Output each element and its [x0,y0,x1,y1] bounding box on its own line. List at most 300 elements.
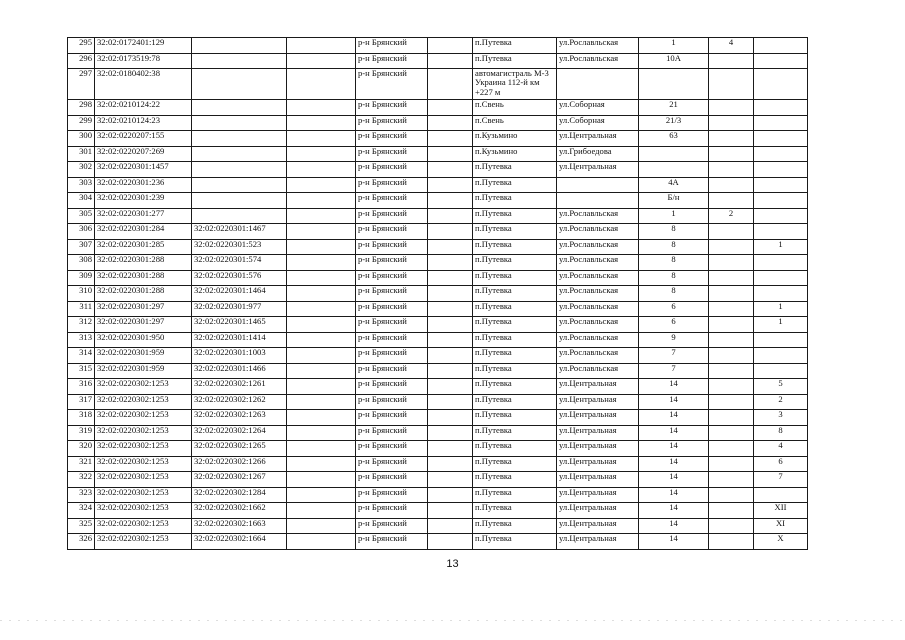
house-number-cell: 8 [639,255,709,271]
empty-col-2-cell [428,69,473,100]
empty-col-cell [287,208,356,224]
room-number-cell: 4 [754,441,808,457]
row-number-cell: 314 [68,348,95,364]
building-number-cell [709,472,754,488]
house-number-cell: 14 [639,425,709,441]
table-row [68,224,808,240]
street-cell: ул.Центральная [557,503,639,519]
empty-col-2-cell [428,487,473,503]
sub-cadastral-number-cell: 32:02:0220302:1663 [192,518,287,534]
row-number-cell: 325 [68,518,95,534]
settlement-cell: п.Свень [473,100,557,116]
row-number-cell: 308 [68,255,95,271]
house-number-cell: 14 [639,379,709,395]
sub-cadastral-number-cell: 32:02:0220302:1662 [192,503,287,519]
sub-cadastral-number-cell [192,162,287,178]
row-number-cell: 313 [68,332,95,348]
table-row [68,69,808,100]
settlement-cell: п.Путевка [473,255,557,271]
empty-col-2-cell [428,100,473,116]
table-row [68,332,808,348]
street-cell: ул.Центральная [557,518,639,534]
settlement-cell: п.Путевка [473,286,557,302]
table-row [68,317,808,333]
cadastral-number-cell: 32:02:0220301:277 [95,208,192,224]
row-number-cell: 324 [68,503,95,519]
empty-col-cell [287,69,356,100]
sub-cadastral-number-cell [192,53,287,69]
house-number-cell: 14 [639,472,709,488]
row-number-cell: 312 [68,317,95,333]
district-cell: р-н Брянский [356,224,428,240]
settlement-cell: п.Путевка [473,503,557,519]
table-body [68,38,808,550]
settlement-cell: п.Путевка [473,162,557,178]
empty-col-cell [287,394,356,410]
empty-col-cell [287,255,356,271]
house-number-cell: 14 [639,518,709,534]
table-row [68,534,808,550]
street-cell: ул.Центральная [557,131,639,147]
house-number-cell: 1 [639,208,709,224]
street-cell: ул.Рославльская [557,270,639,286]
empty-col-2-cell [428,348,473,364]
room-number-cell: 1 [754,239,808,255]
row-number-cell: 316 [68,379,95,395]
table-row [68,301,808,317]
district-cell: р-н Брянский [356,162,428,178]
house-number-cell: 14 [639,441,709,457]
room-number-cell [754,69,808,100]
room-number-cell: XI [754,518,808,534]
empty-col-cell [287,379,356,395]
empty-col-cell [287,441,356,457]
cadastral-number-cell: 32:02:0220301:1457 [95,162,192,178]
building-number-cell [709,348,754,364]
table-row [68,193,808,209]
empty-col-cell [287,239,356,255]
room-number-cell [754,131,808,147]
cadastral-number-cell: 32:02:0210124:22 [95,100,192,116]
empty-col-2-cell [428,255,473,271]
house-number-cell: 14 [639,534,709,550]
empty-col-cell [287,363,356,379]
building-number-cell [709,177,754,193]
house-number-cell: 21 [639,100,709,116]
building-number-cell [709,425,754,441]
settlement-cell: п.Путевка [473,394,557,410]
building-number-cell: 4 [709,38,754,54]
district-cell: р-н Брянский [356,38,428,54]
room-number-cell [754,38,808,54]
table-row [68,441,808,457]
empty-col-cell [287,534,356,550]
street-cell: ул.Рославльская [557,239,639,255]
room-number-cell: 1 [754,317,808,333]
building-number-cell [709,503,754,519]
table-row [68,425,808,441]
building-number-cell [709,239,754,255]
cadastral-number-cell: 32:02:0220301:285 [95,239,192,255]
street-cell: ул.Центральная [557,379,639,395]
settlement-cell: п.Путевка [473,301,557,317]
street-cell: ул.Рославльская [557,317,639,333]
street-cell: ул.Центральная [557,162,639,178]
empty-col-cell [287,224,356,240]
district-cell: р-н Брянский [356,208,428,224]
empty-col-2-cell [428,270,473,286]
building-number-cell [709,379,754,395]
empty-col-cell [287,410,356,426]
empty-col-2-cell [428,162,473,178]
row-number-cell: 322 [68,472,95,488]
cadastral-number-cell: 32:02:0210124:23 [95,115,192,131]
district-cell: р-н Брянский [356,100,428,116]
row-number-cell: 296 [68,53,95,69]
cadastral-number-cell: 32:02:0172401:129 [95,38,192,54]
sub-cadastral-number-cell: 32:02:0220301:1467 [192,224,287,240]
room-number-cell: 8 [754,425,808,441]
sub-cadastral-number-cell: 32:02:0220302:1266 [192,456,287,472]
row-number-cell: 301 [68,146,95,162]
row-number-cell: 317 [68,394,95,410]
table-row [68,270,808,286]
settlement-cell: п.Путевка [473,332,557,348]
settlement-cell: п.Путевка [473,410,557,426]
empty-col-2-cell [428,177,473,193]
building-number-cell [709,456,754,472]
table-row [68,115,808,131]
room-number-cell [754,162,808,178]
room-number-cell [754,208,808,224]
settlement-cell: п.Путевка [473,441,557,457]
table-row [68,394,808,410]
row-number-cell: 306 [68,224,95,240]
district-cell: р-н Брянский [356,410,428,426]
empty-col-2-cell [428,441,473,457]
empty-col-2-cell [428,53,473,69]
sub-cadastral-number-cell [192,131,287,147]
cadastral-number-cell: 32:02:0220302:1253 [95,534,192,550]
empty-col-cell [287,177,356,193]
building-number-cell [709,286,754,302]
row-number-cell: 300 [68,131,95,147]
house-number-cell: 6 [639,301,709,317]
street-cell: ул.Центральная [557,487,639,503]
cadastral-number-cell: 32:02:0220302:1253 [95,394,192,410]
settlement-cell: п.Путевка [473,363,557,379]
empty-col-cell [287,348,356,364]
cadastral-number-cell: 32:02:0220302:1253 [95,379,192,395]
cadastral-number-cell: 32:02:0220301:288 [95,286,192,302]
street-cell [557,69,639,100]
cadastral-number-cell: 32:02:0220302:1253 [95,410,192,426]
settlement-cell: п.Путевка [473,38,557,54]
house-number-cell: 1 [639,38,709,54]
building-number-cell [709,255,754,271]
sub-cadastral-number-cell [192,115,287,131]
street-cell: ул.Центральная [557,441,639,457]
sub-cadastral-number-cell: 32:02:0220302:1263 [192,410,287,426]
sub-cadastral-number-cell: 32:02:0220301:1003 [192,348,287,364]
street-cell: ул.Рославльская [557,53,639,69]
building-number-cell [709,100,754,116]
district-cell: р-н Брянский [356,487,428,503]
empty-col-2-cell [428,131,473,147]
room-number-cell: 2 [754,394,808,410]
street-cell: ул.Центральная [557,425,639,441]
house-number-cell: 9 [639,332,709,348]
cadastral-number-cell: 32:02:0220302:1253 [95,456,192,472]
district-cell: р-н Брянский [356,270,428,286]
settlement-cell: п.Путевка [473,518,557,534]
cadastral-number-cell: 32:02:0220301:959 [95,348,192,364]
row-number-cell: 302 [68,162,95,178]
settlement-cell: п.Путевка [473,317,557,333]
room-number-cell [754,100,808,116]
sub-cadastral-number-cell: 32:02:0220302:1267 [192,472,287,488]
sub-cadastral-number-cell: 32:02:0220301:574 [192,255,287,271]
room-number-cell [754,224,808,240]
empty-col-cell [287,487,356,503]
building-number-cell [709,487,754,503]
room-number-cell [754,363,808,379]
sub-cadastral-number-cell: 32:02:0220301:1414 [192,332,287,348]
district-cell: р-н Брянский [356,348,428,364]
street-cell: ул.Центральная [557,534,639,550]
street-cell: ул.Рославльская [557,208,639,224]
district-cell: р-н Брянский [356,363,428,379]
empty-col-cell [287,503,356,519]
street-cell: ул.Центральная [557,394,639,410]
empty-col-cell [287,301,356,317]
room-number-cell: 3 [754,410,808,426]
building-number-cell [709,518,754,534]
room-number-cell [754,332,808,348]
district-cell: р-н Брянский [356,301,428,317]
row-number-cell: 295 [68,38,95,54]
settlement-cell: п.Путевка [473,456,557,472]
district-cell: р-н Брянский [356,379,428,395]
house-number-cell: 8 [639,286,709,302]
settlement-cell: п.Путевка [473,425,557,441]
sub-cadastral-number-cell: 32:02:0220301:1464 [192,286,287,302]
building-number-cell [709,131,754,147]
house-number-cell: 14 [639,503,709,519]
table-row [68,518,808,534]
empty-col-cell [287,472,356,488]
sub-cadastral-number-cell: 32:02:0220301:1465 [192,317,287,333]
cadastral-number-cell: 32:02:0220302:1253 [95,503,192,519]
building-number-cell [709,270,754,286]
row-number-cell: 315 [68,363,95,379]
cadastral-number-cell: 32:02:0220302:1253 [95,487,192,503]
table-row [68,410,808,426]
cadastral-number-cell: 32:02:0220302:1253 [95,425,192,441]
room-number-cell [754,53,808,69]
empty-col-cell [287,162,356,178]
house-number-cell: 14 [639,410,709,426]
empty-col-2-cell [428,286,473,302]
row-number-cell: 309 [68,270,95,286]
sub-cadastral-number-cell: 32:02:0220302:1262 [192,394,287,410]
table-row [68,487,808,503]
table-row [68,208,808,224]
building-number-cell: 2 [709,208,754,224]
house-number-cell: 8 [639,270,709,286]
empty-col-2-cell [428,472,473,488]
table-row [68,348,808,364]
street-cell: ул.Рославльская [557,348,639,364]
house-number-cell: 7 [639,363,709,379]
sub-cadastral-number-cell: 32:02:0220302:1664 [192,534,287,550]
row-number-cell: 318 [68,410,95,426]
settlement-cell: п.Кузьмино [473,131,557,147]
street-cell: ул.Центральная [557,472,639,488]
empty-col-2-cell [428,410,473,426]
cadastral-number-cell: 32:02:0220207:269 [95,146,192,162]
sub-cadastral-number-cell [192,38,287,54]
empty-col-2-cell [428,317,473,333]
cadastral-number-cell: 32:02:0220301:950 [95,332,192,348]
building-number-cell [709,363,754,379]
house-number-cell: 8 [639,239,709,255]
district-cell: р-н Брянский [356,317,428,333]
house-number-cell: Б/н [639,193,709,209]
table-row [68,456,808,472]
street-cell: ул.Рославльская [557,286,639,302]
row-number-cell: 319 [68,425,95,441]
house-number-cell: 14 [639,456,709,472]
sub-cadastral-number-cell: 32:02:0220301:576 [192,270,287,286]
sub-cadastral-number-cell [192,193,287,209]
cadastral-number-cell: 32:02:0220301:239 [95,193,192,209]
room-number-cell: 7 [754,472,808,488]
house-number-cell: 6 [639,317,709,333]
table-row [68,472,808,488]
building-number-cell [709,53,754,69]
table-row [68,53,808,69]
street-cell: ул.Рославльская [557,301,639,317]
settlement-cell: п.Путевка [473,239,557,255]
row-number-cell: 307 [68,239,95,255]
cadastral-number-cell: 32:02:0220301:284 [95,224,192,240]
district-cell: р-н Брянский [356,239,428,255]
sub-cadastral-number-cell: 32:02:0220302:1261 [192,379,287,395]
district-cell: р-н Брянский [356,53,428,69]
building-number-cell [709,115,754,131]
district-cell: р-н Брянский [356,503,428,519]
district-cell: р-н Брянский [356,441,428,457]
table-row [68,131,808,147]
cadastral-number-cell: 32:02:0220301:297 [95,301,192,317]
settlement-cell: п.Кузьмино [473,146,557,162]
district-cell: р-н Брянский [356,456,428,472]
sub-cadastral-number-cell [192,177,287,193]
settlement-cell: п.Путевка [473,348,557,364]
cadastral-number-cell: 32:02:0220207:155 [95,131,192,147]
house-number-cell: 14 [639,487,709,503]
settlement-cell: п.Путевка [473,379,557,395]
sub-cadastral-number-cell: 32:02:0220301:1466 [192,363,287,379]
building-number-cell [709,146,754,162]
sub-cadastral-number-cell [192,146,287,162]
house-number-cell: 14 [639,394,709,410]
street-cell: ул.Соборная [557,100,639,116]
sub-cadastral-number-cell: 32:02:0220302:1284 [192,487,287,503]
page-number: 13 [446,558,459,570]
empty-col-cell [287,286,356,302]
empty-col-cell [287,270,356,286]
row-number-cell: 310 [68,286,95,302]
table-row [68,177,808,193]
street-cell: ул.Центральная [557,456,639,472]
settlement-cell: автомагистраль М-3 Украина 112-й км +227 м [473,69,557,100]
room-number-cell [754,487,808,503]
street-cell: ул.Грибоедова [557,146,639,162]
settlement-cell: п.Путевка [473,487,557,503]
building-number-cell [709,69,754,100]
room-number-cell [754,255,808,271]
table-row [68,379,808,395]
cadastral-number-cell: 32:02:0220302:1253 [95,441,192,457]
room-number-cell [754,286,808,302]
room-number-cell: XII [754,503,808,519]
district-cell: р-н Брянский [356,286,428,302]
street-cell: ул.Рославльская [557,224,639,240]
room-number-cell: 6 [754,456,808,472]
cadastral-number-cell: 32:02:0220301:297 [95,317,192,333]
table-row [68,146,808,162]
empty-col-cell [287,100,356,116]
settlement-cell: п.Свень [473,115,557,131]
table-row [68,363,808,379]
cadastral-number-cell: 32:02:0220301:236 [95,177,192,193]
empty-col-cell [287,146,356,162]
settlement-cell: п.Путевка [473,193,557,209]
building-number-cell [709,162,754,178]
settlement-cell: п.Путевка [473,177,557,193]
settlement-cell: п.Путевка [473,208,557,224]
cadastral-table [67,37,808,550]
cadastral-number-cell: 32:02:0180402:38 [95,69,192,100]
settlement-cell: п.Путевка [473,53,557,69]
row-number-cell: 297 [68,69,95,100]
room-number-cell [754,115,808,131]
sub-cadastral-number-cell: 32:02:0220302:1265 [192,441,287,457]
street-cell [557,193,639,209]
empty-col-2-cell [428,208,473,224]
cadastral-number-cell: 32:02:0220301:288 [95,255,192,271]
empty-col-cell [287,131,356,147]
row-number-cell: 304 [68,193,95,209]
room-number-cell: X [754,534,808,550]
empty-col-2-cell [428,379,473,395]
room-number-cell: 5 [754,379,808,395]
table-row [68,100,808,116]
building-number-cell [709,410,754,426]
house-number-cell [639,162,709,178]
empty-col-2-cell [428,456,473,472]
empty-col-cell [287,53,356,69]
cadastral-number-cell: 32:02:0220301:288 [95,270,192,286]
room-number-cell [754,146,808,162]
sub-cadastral-number-cell: 32:02:0220301:977 [192,301,287,317]
district-cell: р-н Брянский [356,146,428,162]
row-number-cell: 299 [68,115,95,131]
building-number-cell [709,394,754,410]
room-number-cell [754,348,808,364]
